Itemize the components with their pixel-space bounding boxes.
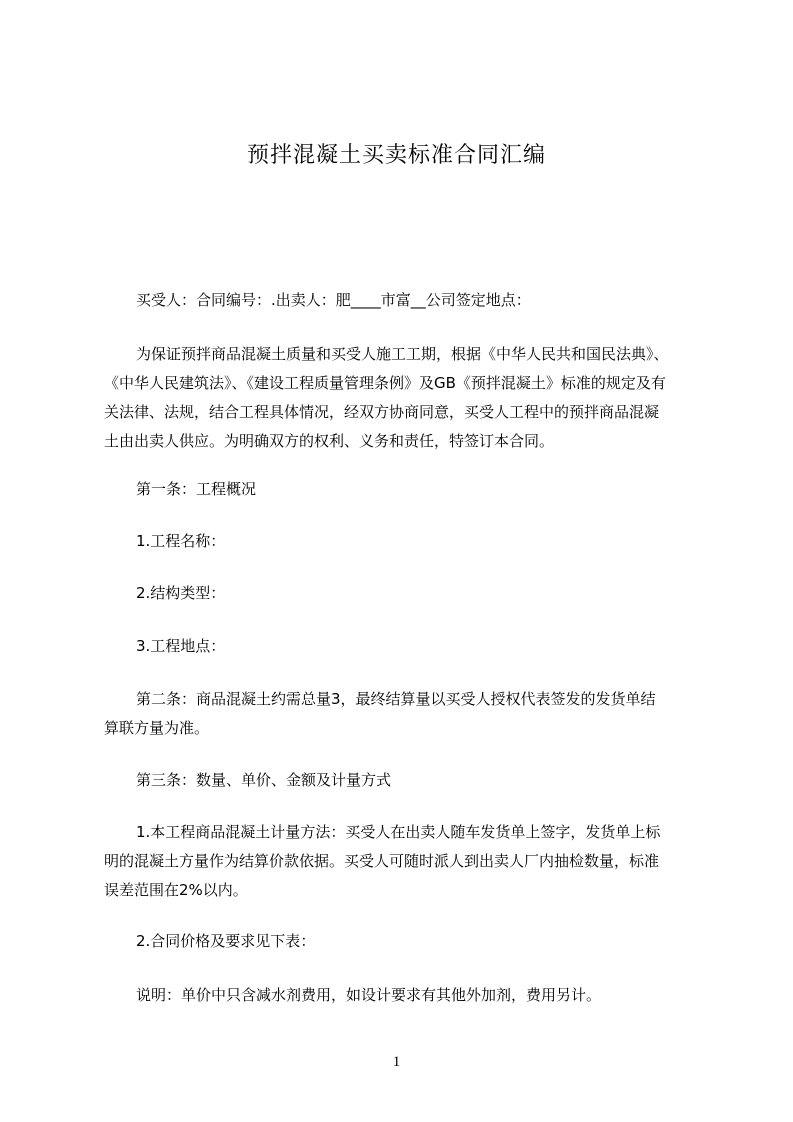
preamble-line: 关法律、法规，结合工程具体情况，经双方协商同意，买受人工程中的预拌商品混凝	[104, 403, 660, 421]
article-1-item-structure-type: 2.结构类型：	[136, 584, 226, 602]
article-3-item-1-paragraph	[104, 818, 702, 905]
article-3-heading: 第三条：数量、单价、金额及计量方式	[136, 771, 392, 789]
preamble-line: 《中华人民建筑法》、《建设工程质量管理条例》及GB《预拌混凝土》标准的规定及有	[104, 374, 666, 392]
article-1-item-project-name: 1.工程名称：	[136, 532, 226, 550]
article-3-note: 说明：单价中只含减水剂费用，如设计要求有其他外加剂，费用另计。	[136, 986, 602, 1004]
page-number: 1	[392, 1054, 401, 1070]
preamble-line: 为保证预拌商品混凝土质量和买受人施工工期，根据《中华人民共和国民法典》、	[136, 345, 669, 363]
article-1-item-project-location: 3.工程地点：	[136, 637, 226, 655]
article-3-item-1-line: 误差范围在2%以内。	[104, 881, 248, 899]
article-3-item-2: 2.合同价格及要求见下表：	[136, 932, 316, 950]
article-2-paragraph	[104, 685, 702, 743]
preamble-paragraph	[104, 340, 702, 456]
preamble-line: 土由出卖人供应。为明确双方的权利、义务和责任，特签订本合同。	[104, 432, 555, 450]
article-2-line: 算联方量为准。	[104, 719, 210, 737]
article-1-heading: 第一条：工程概况	[136, 480, 257, 498]
article-3-item-1-line: 1.本工程商品混凝土计量方法：买受人在出卖人随车发货单上签字，发货单上标	[136, 823, 661, 841]
document-title: 预拌混凝土买卖标准合同汇编	[246, 143, 546, 168]
article-2-line: 第二条：商品混凝土约需总量3，最终结算量以买受人授权代表签发的发货单结	[136, 690, 656, 708]
article-3-item-1-line: 明的混凝土方量作为结算价款依据。买受人可随时派人到出卖人厂内抽检数量，标准	[104, 852, 660, 870]
parties-line: 买受人：合同编号：.出卖人：肥____市富__公司签定地点：	[136, 291, 531, 309]
